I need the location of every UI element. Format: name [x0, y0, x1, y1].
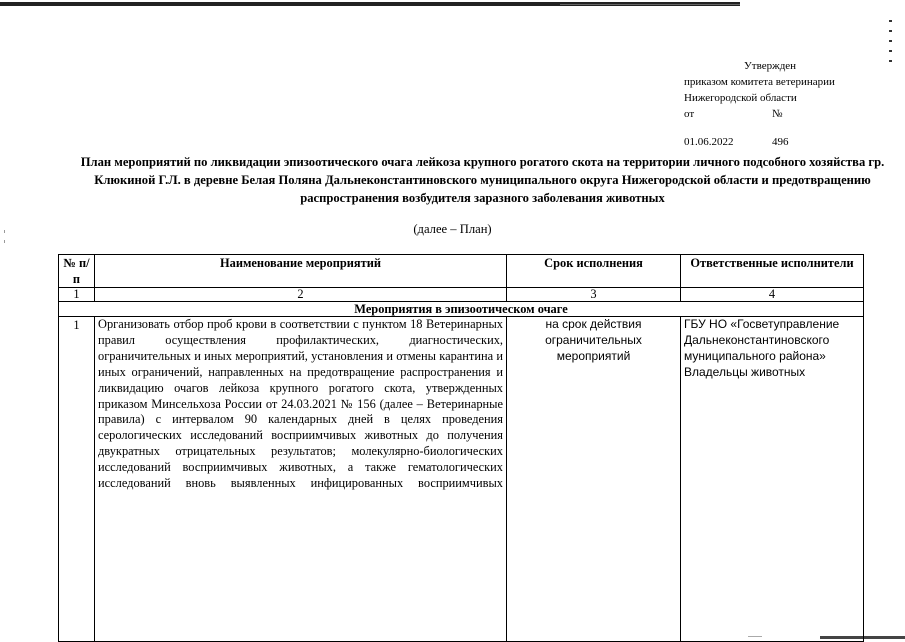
scan-mark [889, 50, 892, 52]
section-row [59, 302, 864, 317]
header-name: Наименование мероприятий [95, 255, 507, 288]
header-num: № п/п [59, 255, 95, 288]
row-name: Организовать отбор проб крови в соответствии с пунктом 18 Ветеринарных правил осуществления профилактических, диагностических, ограничительных и иных мероприятий, установления и отмены карантина и иных ограничений, направленных на предотвращение распространения и ликвидацию очагов лейкоза крупного рогатого скота, утвержденных приказом Минсельхоза России от 24.03.2021 № 156 (далее – Ветеринарные правила) с интервалом 90 календарных дней в целях проведения серологических исследований восприимчивых животных до получения двукратных отрицательных результатов; молекулярно-биологических исследований восприимчивых животных, а также гематологических исследований вновь выявленных инфицированных восприимчивых [98, 317, 503, 491]
approval-date: 01.06.2022 [684, 136, 734, 148]
row-name-cell [95, 317, 507, 642]
column-number-row [59, 288, 864, 302]
number-label: № [772, 108, 783, 120]
column-number: 1 [59, 288, 95, 302]
document-subtitle: (далее – План) [413, 222, 492, 236]
section-title: Мероприятия в эпизоотическом очаге [59, 302, 864, 317]
plan-table [58, 254, 864, 642]
scan-mark [889, 30, 892, 32]
row-executors: ГБУ НО «Госветуправление Дальнеконстантиновского муниципального района» Владельцы животных [681, 317, 864, 642]
document-title: План мероприятий по ликвидации эпизоотического очага лейкоза крупного рогатого скота на территории личного подсобного хозяйства гр. Клюкиной Г.Л. в деревне Белая Поляна Дальнеконстантиновского муниципального округа Нижегородской области и предотвращению распространения возбудителя заразного заболевания животных [80, 155, 885, 205]
column-number: 2 [95, 288, 507, 302]
approval-title: Утвержден [744, 60, 797, 72]
approval-date-row [684, 134, 894, 150]
approval-number: 496 [772, 136, 789, 148]
header-executors: Ответственные исполнители [681, 255, 864, 288]
table-row [59, 317, 864, 642]
scan-mark [889, 20, 892, 22]
header-deadline: Срок исполнения [507, 255, 681, 288]
approval-by-line-1: приказом комитета ветеринарии [684, 76, 835, 88]
approval-block [684, 58, 894, 150]
row-deadline: на срок действия ограничительных мероприятий [507, 317, 681, 642]
table-header-row [59, 255, 864, 288]
scan-edge-top-thin [560, 4, 740, 5]
approval-by-line-2: Нижегородской области [684, 92, 797, 104]
column-number: 4 [681, 288, 864, 302]
scan-mark [4, 240, 5, 243]
row-number: 1 [59, 317, 95, 642]
from-label: от [684, 108, 695, 120]
approval-from-row [684, 106, 894, 122]
column-number: 3 [507, 288, 681, 302]
scan-mark [889, 40, 892, 42]
